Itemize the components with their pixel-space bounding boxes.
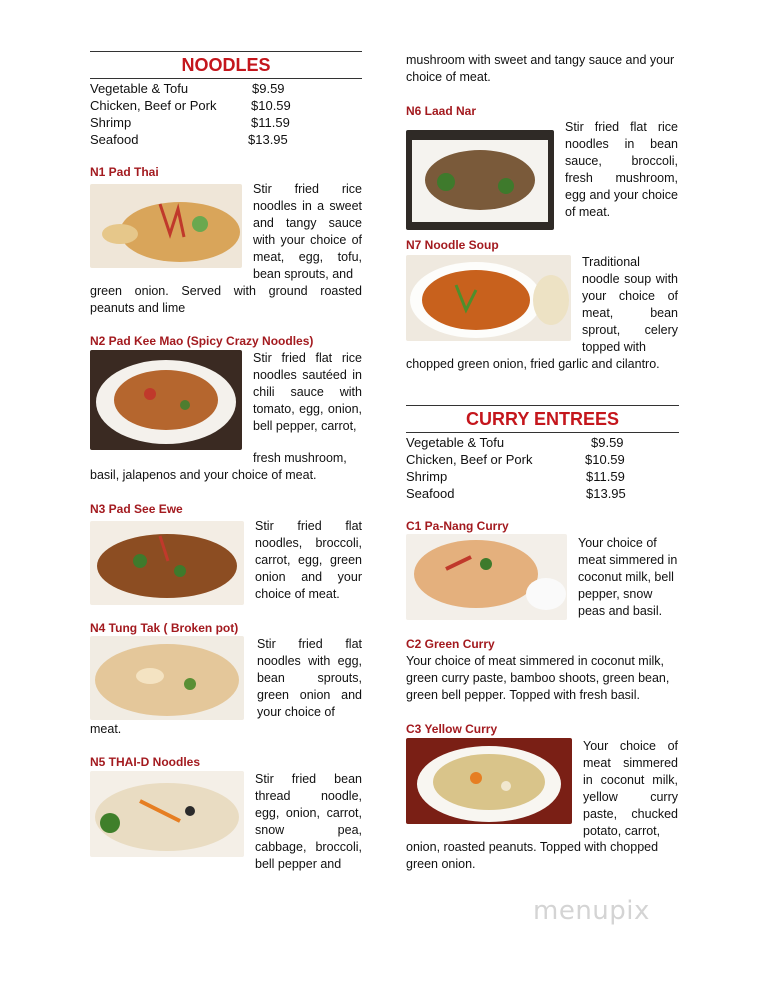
menupix-watermark: menupix: [533, 896, 650, 926]
pad-thai-photo: [90, 184, 242, 268]
dish-title-n4: N4 Tung Tak ( Broken pot): [90, 621, 239, 635]
noodle-soup-photo: [406, 255, 571, 341]
pad-kee-mao-photo: [90, 350, 242, 450]
dish-desc-cont: basil, jalapenos and your choice of meat.: [90, 468, 317, 482]
pad-see-ewe-photo: [90, 521, 244, 605]
dish-desc-cont: chopped green onion, fried garlic and cilantro.: [406, 357, 660, 371]
continued-desc: mushroom with sweet and tangy sauce and your choice of meat.: [406, 53, 675, 84]
dish-title-n6: N6 Laad Nar: [406, 104, 477, 118]
dish-desc-cont: green onion. Served with ground roasted peanuts and lime: [90, 284, 362, 315]
dish-title-n3: N3 Pad See Ewe: [90, 502, 183, 516]
price-row: Chicken, Beef or Pork $10.59: [90, 98, 291, 113]
dish-desc: Stir fried flat noodles with egg, bean sprouts, green onion and your choice of: [257, 637, 362, 719]
yellow-curry-photo: [406, 738, 572, 824]
price-row: Seafood $13.95: [406, 486, 626, 501]
dish-desc-cont: Your choice of meat simmered in coconut milk, green curry paste, bamboo shoots, green bean, green bell pepper. Topped with fresh basil.: [406, 654, 670, 702]
dish-desc: Your choice of meat simmered in coconut milk, bell pepper, snow peas and basil.: [578, 536, 678, 618]
dish-desc: Traditional noodle soup with your choice of meat, bean sprout, celery topped with: [582, 255, 678, 354]
dish-desc-line: fresh mushroom,: [253, 451, 347, 465]
dish-desc: Stir fried flat rice noodles sautéed in chili sauce with tomato, egg, onion, bell pepper, carrot,: [253, 351, 362, 433]
dish-title-n5: N5 THAI-D Noodles: [90, 755, 201, 769]
dish-desc-cont: onion, roasted peanuts. Topped with chopped green onion.: [406, 840, 659, 871]
price-row: Shrimp $11.59: [90, 115, 290, 130]
dish-desc: Stir fried flat rice noodles in bean sauce, broccoli, fresh mushroom, egg and your choice of meat.: [565, 120, 678, 219]
dish-title-n1: N1 Pad Thai: [90, 165, 159, 179]
dish-title-n7: N7 Noodle Soup: [406, 238, 499, 252]
dish-title-c2: C2 Green Curry: [406, 637, 495, 651]
dish-desc: Stir fried flat noodles, broccoli, carrot, egg, green onion and your choice of meat.: [255, 519, 362, 601]
dish-desc: Stir fried bean thread noodle, egg, onion, carrot, snow pea, cabbage, broccoli, bell pepper and: [255, 772, 362, 871]
thai-d-noodles-photo: [90, 771, 244, 857]
price-row: Chicken, Beef or Pork $10.59: [406, 452, 625, 467]
price-row: Vegetable & Tofu $9.59: [90, 81, 285, 96]
tung-tak-photo: [90, 636, 244, 720]
noodles-heading: NOODLES: [90, 51, 362, 79]
dish-desc-cont: meat.: [90, 722, 122, 736]
dish-desc: Stir fried rice noodles in a sweet and tangy sauce with your choice of meat, egg, tofu, bean sprouts, and: [253, 182, 362, 281]
price-row: Vegetable & Tofu $9.59: [406, 435, 624, 450]
price-row: Seafood $13.95: [90, 132, 288, 147]
dish-title-c3: C3 Yellow Curry: [406, 722, 498, 736]
laad-nar-photo: [406, 130, 554, 230]
dish-title-n2: N2 Pad Kee Mao (Spicy Crazy Noodles): [90, 334, 314, 348]
curry-heading: CURRY ENTREES: [406, 405, 679, 433]
dish-title-c1: C1 Pa-Nang Curry: [406, 519, 509, 533]
pa-nang-curry-photo: [406, 534, 567, 620]
price-row: Shrimp $11.59: [406, 469, 625, 484]
dish-desc: Your choice of meat simmered in coconut milk, yellow curry paste, chucked potato, carrot,: [583, 739, 678, 838]
